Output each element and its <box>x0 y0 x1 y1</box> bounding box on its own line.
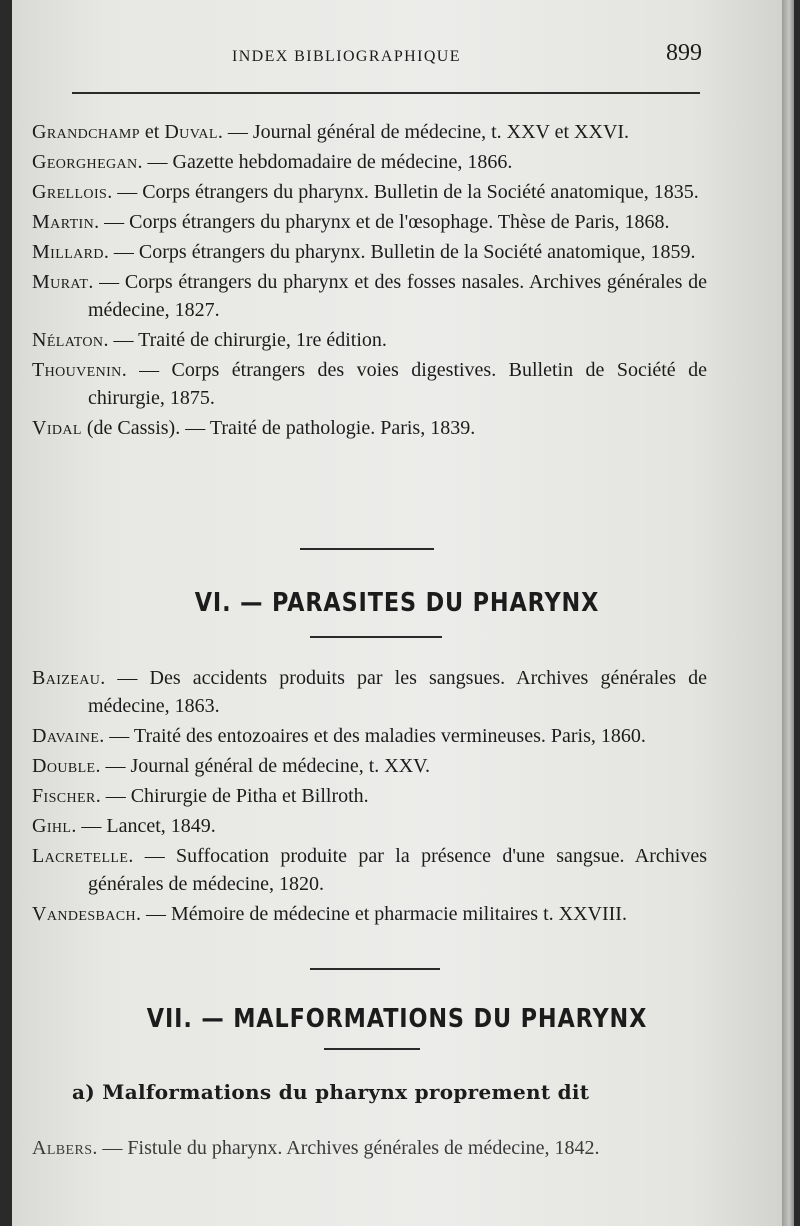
bibliography-entry <box>32 268 707 324</box>
entry-citation: . — Corps étrangers du pharynx. Bulletin de la Société anatomique, 1859. <box>103 241 696 263</box>
bibliography-entry <box>32 1134 707 1162</box>
entry-citation: . — Fistule du pharynx. Archives générales de médecine, 1842. <box>92 1137 600 1159</box>
bibliography-entry <box>32 812 707 840</box>
bibliography-entry <box>32 664 707 720</box>
bibliography-entry <box>32 842 707 898</box>
entry-author: Davaine <box>32 725 100 747</box>
entry-citation: . — Mémoire de médecine et pharmacie militaires t. XXVIII. <box>136 903 627 925</box>
section-separator-rule <box>300 548 434 550</box>
bibliography-entry <box>32 118 707 146</box>
entry-author: Fischer <box>32 785 96 807</box>
entry-citation: . — Corps étrangers du pharynx et de l'œsophage. Thèse de Paris, 1868. <box>94 211 670 233</box>
heading-underline-rule <box>324 1048 420 1050</box>
book-page <box>12 0 782 1226</box>
entry-citation: . — Lancet, 1849. <box>71 815 216 837</box>
entry-author: Double <box>32 755 96 777</box>
entry-citation: (de Cassis). — Traité de pathologie. Paris, 1839. <box>81 417 476 439</box>
entry-citation: . — Journal général de médecine, t. XXV. <box>95 755 431 777</box>
section-heading-malformations: VII. — MALFORMATIONS DU PHARYNX <box>146 1004 648 1034</box>
entry-author: Albers <box>32 1137 93 1159</box>
bibliography-list-continued <box>32 118 707 444</box>
entry-author: Grandchamp <box>32 121 140 143</box>
entry-citation: . — Corps étrangers du pharynx et des fosses nasales. Archives générales de médecine, 1827. <box>88 271 707 321</box>
entry-author-second: Duval <box>164 121 218 143</box>
section-separator-rule <box>310 968 440 970</box>
entry-author: Baizeau <box>32 667 101 689</box>
bibliography-entry <box>32 148 707 176</box>
bibliography-entry <box>32 722 707 750</box>
entry-connector: et <box>139 121 165 143</box>
bibliography-entry <box>32 208 707 236</box>
page-edge-shadow <box>782 0 794 1226</box>
entry-author: Martin <box>32 211 95 233</box>
entry-citation: . — Traité des entozoaires et des maladies vermineuses. Paris, 1860. <box>99 725 646 747</box>
entry-author: Millard <box>32 241 104 263</box>
bibliography-entry <box>32 326 707 354</box>
entry-author: Vidal <box>32 417 82 439</box>
bibliography-entry <box>32 238 707 266</box>
entry-citation: . — Suffocation produite par la présence d'une sangsue. Archives générales de médecine, 1820. <box>88 845 707 895</box>
entry-author: Gihl <box>32 815 72 837</box>
entry-citation: . — Corps étrangers des voies digestives. Bulletin de Société de chirurgie, 1875. <box>88 359 707 409</box>
subsection-heading: a) Malformations du pharynx proprement dit <box>72 1080 590 1104</box>
entry-author: Vandesbach <box>32 903 137 925</box>
entry-citation: . — Traité de chirurgie, 1re édition. <box>103 329 387 351</box>
bibliography-entry <box>32 356 707 412</box>
bibliography-entry <box>32 900 707 928</box>
entry-citation: . — Gazette hebdomadaire de médecine, 1866. <box>137 151 513 173</box>
bibliography-entry <box>32 178 707 206</box>
entry-author: Georghegan <box>32 151 138 173</box>
bibliography-list-malformations <box>32 1134 707 1164</box>
entry-citation: . — Des accidents produits par les sangsues. Archives générales de médecine, 1863. <box>88 667 707 717</box>
running-title: INDEX BIBLIOGRAPHIQUE <box>232 48 461 65</box>
entry-author: Murat <box>32 271 89 293</box>
section-heading-parasites: VI. — PARASITES DU PHARYNX <box>194 588 600 618</box>
entry-author: Lacretelle <box>32 845 129 867</box>
bibliography-entry <box>32 752 707 780</box>
page-header <box>72 40 702 74</box>
page-number: 899 <box>666 40 702 66</box>
entry-author: Grellois <box>32 181 108 203</box>
entry-citation: . — Corps étrangers du pharynx. Bulletin de la Société anatomique, 1835. <box>107 181 699 203</box>
bibliography-entry <box>32 782 707 810</box>
entry-citation: . — Journal général de médecine, t. XXV et XXVI. <box>217 121 630 143</box>
entry-author: Nélaton <box>32 329 104 351</box>
bibliography-entry <box>32 414 707 442</box>
entry-author: Thouvenin <box>32 359 122 381</box>
bibliography-list-parasites <box>32 664 707 930</box>
heading-underline-rule <box>310 636 442 638</box>
entry-citation: . — Chirurgie de Pitha et Billroth. <box>95 785 369 807</box>
header-rule <box>72 92 700 94</box>
